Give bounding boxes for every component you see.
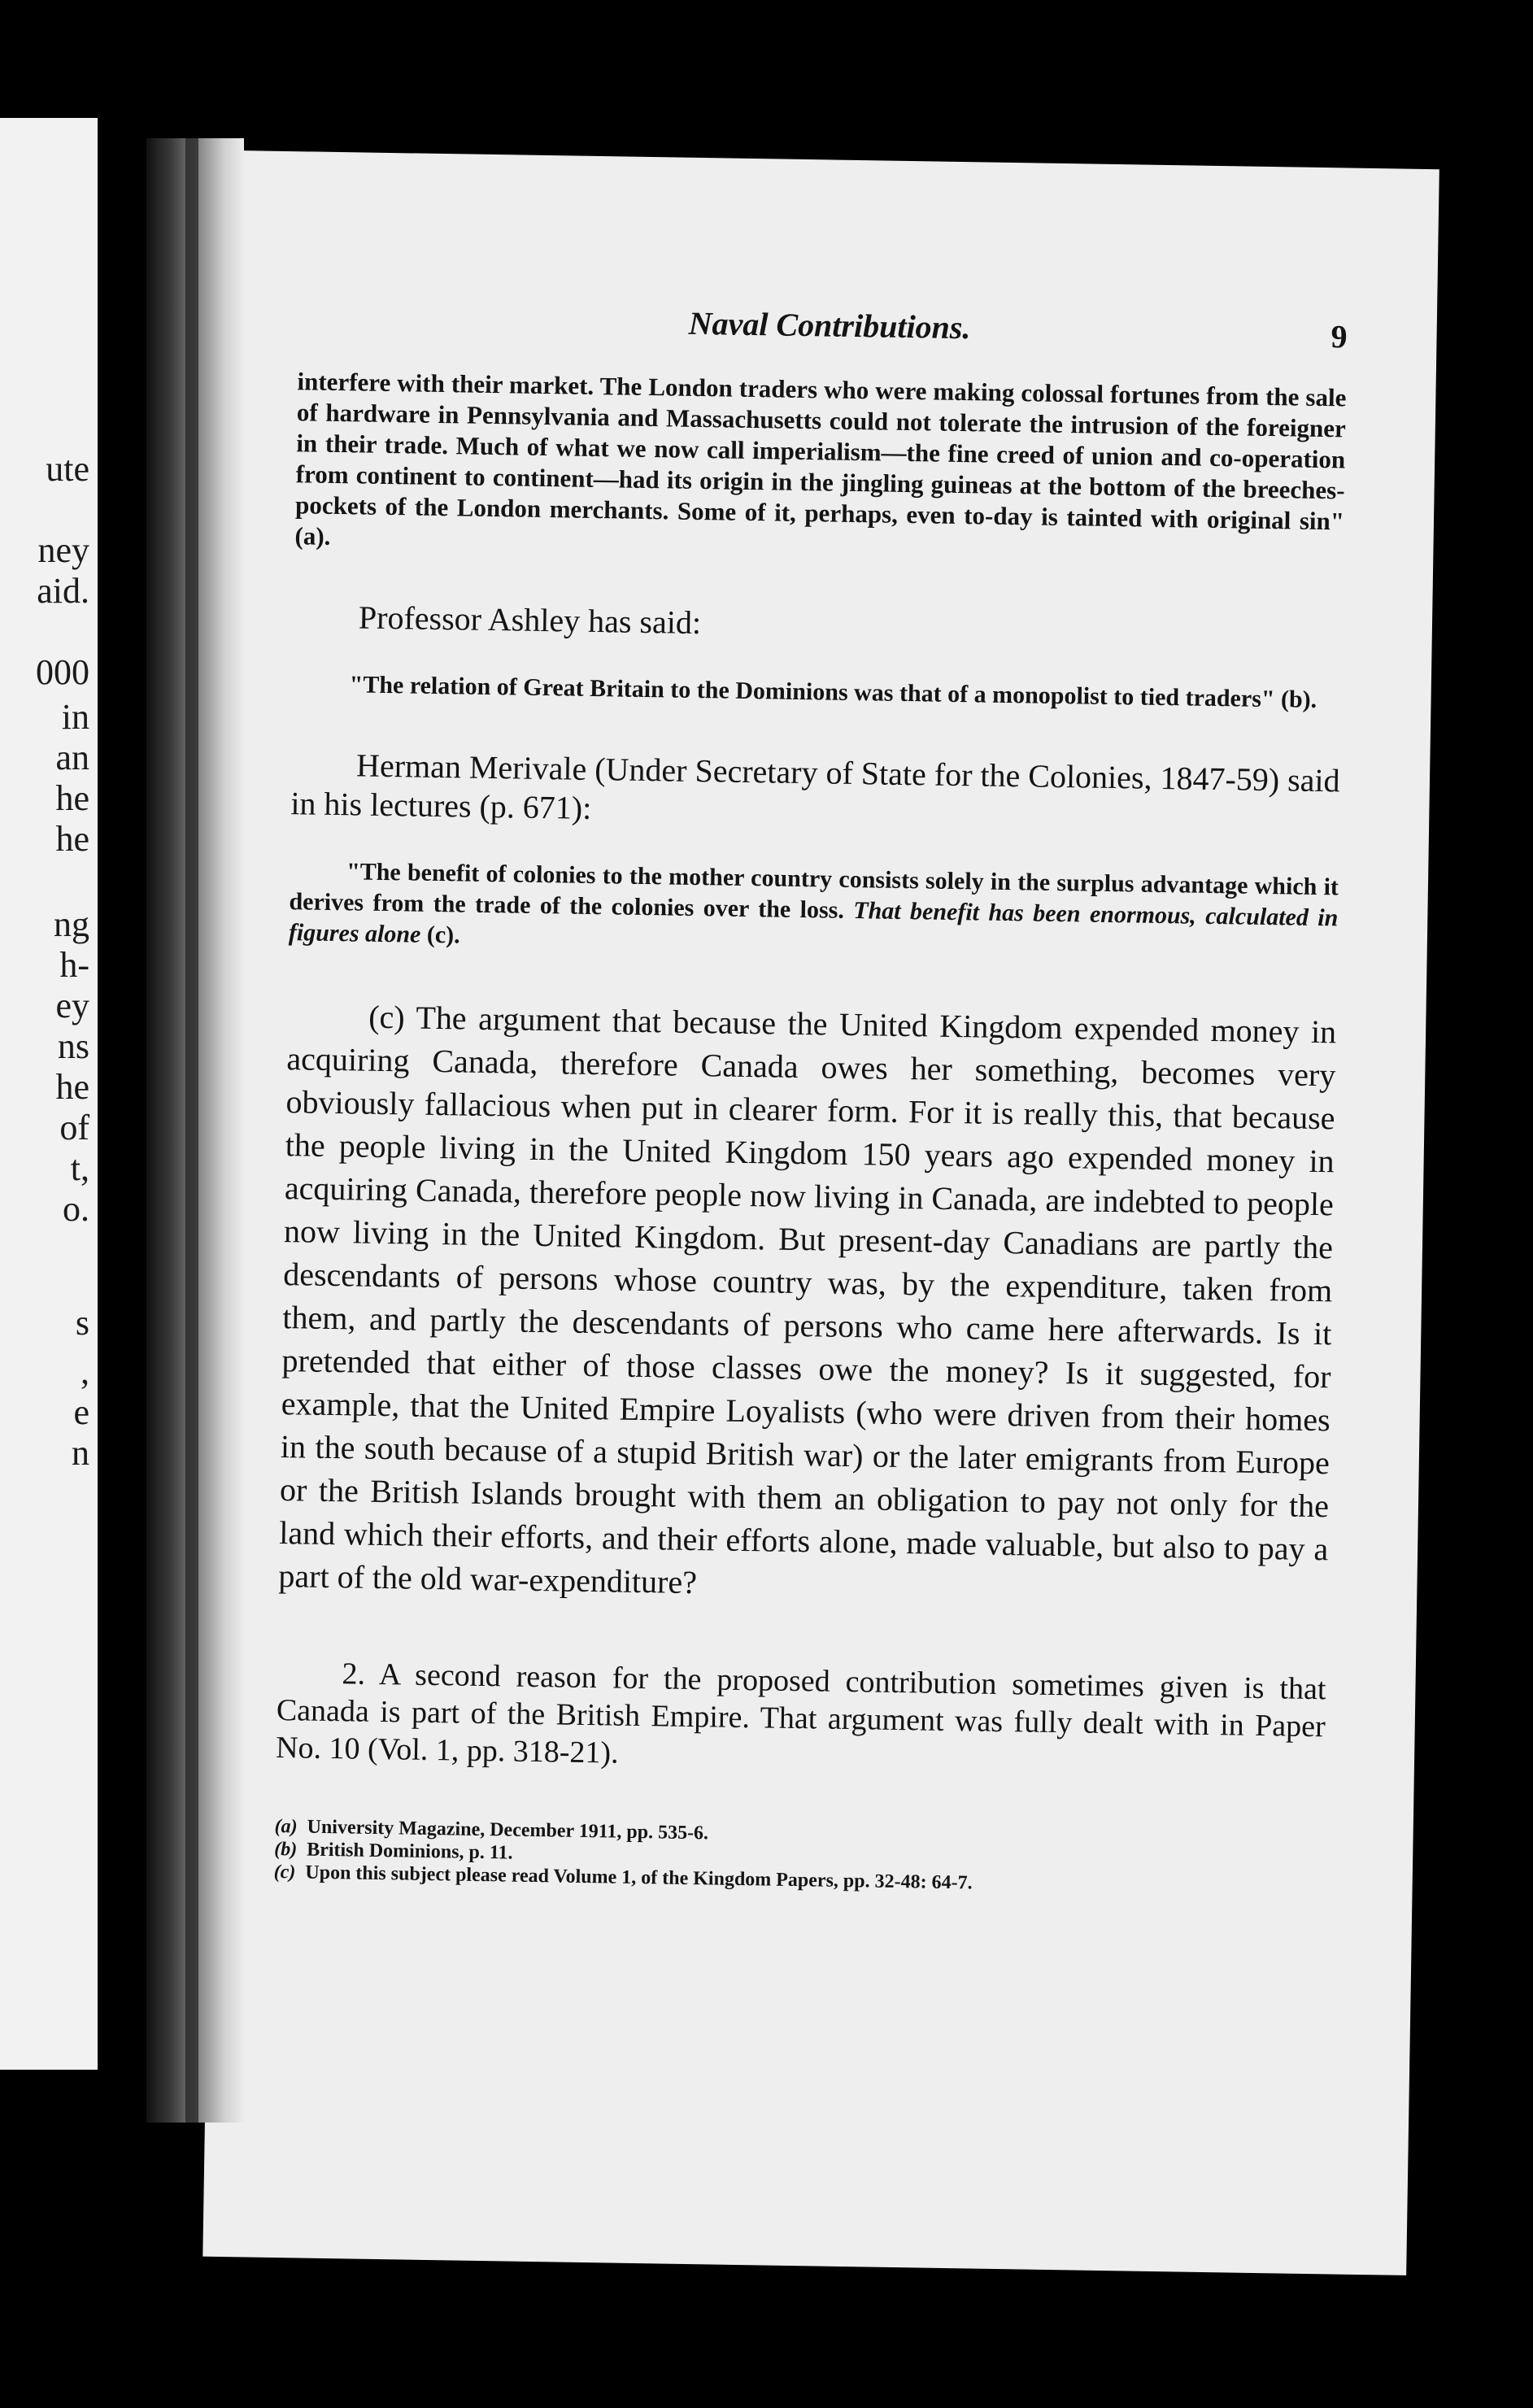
footnote-mark: (a) (274, 1816, 298, 1838)
continuation-paragraph: interfere with their market. The London traders who were making colossal fortunes from the sale of hardware in Pennsylvania and Massachusetts could not tolerate the intrusion of the foreigner in their trade. Much of what we now call imperialism—the fine creed of union and co-operation from continent to continent—had its origin in the jingling guineas at the bottom of the breeches-pockets of the London merchants. Some of it, perhaps, even to-day is tainted with original sin" (a). (294, 367, 1347, 551)
left-page-fragment: aid. (37, 571, 89, 611)
running-head (298, 298, 1348, 363)
footnotes (274, 1815, 1324, 1900)
left-page-fragment: , (81, 1352, 89, 1391)
left-page-fragment: ns (57, 1026, 89, 1066)
merivale-intro: Herman Merivale (Under Secretary of State for the Colonies, 1847-59) said in his lectures (p. 671): (290, 747, 1340, 826)
left-page-fragment: s (75, 1303, 89, 1343)
footnote-text: University Magazine, December 1911, pp. 535-6. (307, 1816, 709, 1844)
merivale-quote-end: (c). (420, 921, 460, 949)
footnote-text: British Dominions, p. 11. (306, 1839, 513, 1864)
page-number: 9 (1330, 318, 1348, 355)
footnote-mark: (c) (273, 1861, 296, 1883)
left-page-fragment: o. (63, 1189, 89, 1229)
left-facing-page (0, 118, 98, 2070)
ashley-quote: "The relation of Great Britain to the Dominions was that of a monopolist to tied traders" (b). (349, 671, 1317, 713)
left-page-fragment: an (55, 738, 89, 777)
ashley-intro: Professor Ashley has said: (358, 599, 702, 642)
running-head-title: Naval Contributions. (688, 304, 971, 346)
left-page-fragment: 000 (36, 652, 89, 692)
left-page-fragment: ney (37, 530, 89, 570)
left-page-fragment: h- (59, 945, 89, 985)
left-page-fragment: he (55, 778, 89, 818)
left-page-fragment: he (55, 1067, 89, 1107)
page-content (274, 151, 1350, 1900)
left-page-fragment: ey (55, 986, 89, 1025)
left-page-fragment: in (61, 697, 89, 737)
footnote-text: Upon this subject please read Volume 1, of the Kingdom Papers, pp. 32-48: 64-7. (305, 1862, 973, 1894)
left-page-fragment: t, (70, 1148, 89, 1188)
footnote-mark: (b) (273, 1839, 298, 1861)
left-page-fragment: he (55, 819, 89, 859)
merivale-quote-plain: "The benefit of colonies to the mother country consists solely in the surplus advantage which it derives from the trade of the colonies over the loss. (289, 858, 1339, 925)
book-spine-stripe (185, 138, 198, 2123)
merivale-quote-italic: That benefit has been enormous, calculated in figures alone (288, 897, 1339, 948)
left-page-fragment: n (72, 1433, 89, 1473)
book-page (203, 150, 1439, 2275)
left-page-fragment: ng (54, 904, 89, 944)
second-reason-paragraph: 2. A second reason for the proposed contribution sometimes given is that Canada is part of the British Empire. That argument was fully dealt with in Paper No. 10 (Vol. 1, pp. 318-21). (275, 1657, 1326, 1770)
merivale-quote (289, 856, 1339, 965)
note-c-paragraph: (c) The argument that because the United Kingdom expended money in acquiring Canada, therefore Canada owes her something, becomes very obviously fallacious when put in clearer form. For it is really this, that because the people living in the United Kingdom 150 years ago expended money in acquiring Canada, therefore people now living in Canada, are indebted to people now living in the United Kingdom. But present-day Canadians are partly the descendants of persons whose country was, by the expenditure, taken from them, and partly the descendants of persons who came here afterwards. Is it pretended that either of those classes owe the money? Is it suggested, for example, that the United Empire Loyalists (who were driven from their homes in the south because of a stupid British war) or the later emigrants from Europe or the British Islands brought with them an obligation to pay not only for the land which their efforts, and their efforts alone, made valuable, but also to pay a part of the old war-expenditure? (278, 998, 1337, 1601)
left-page-fragment: of (59, 1108, 89, 1147)
left-page-fragment: e (73, 1392, 89, 1432)
left-page-fragment: ute (46, 449, 89, 489)
